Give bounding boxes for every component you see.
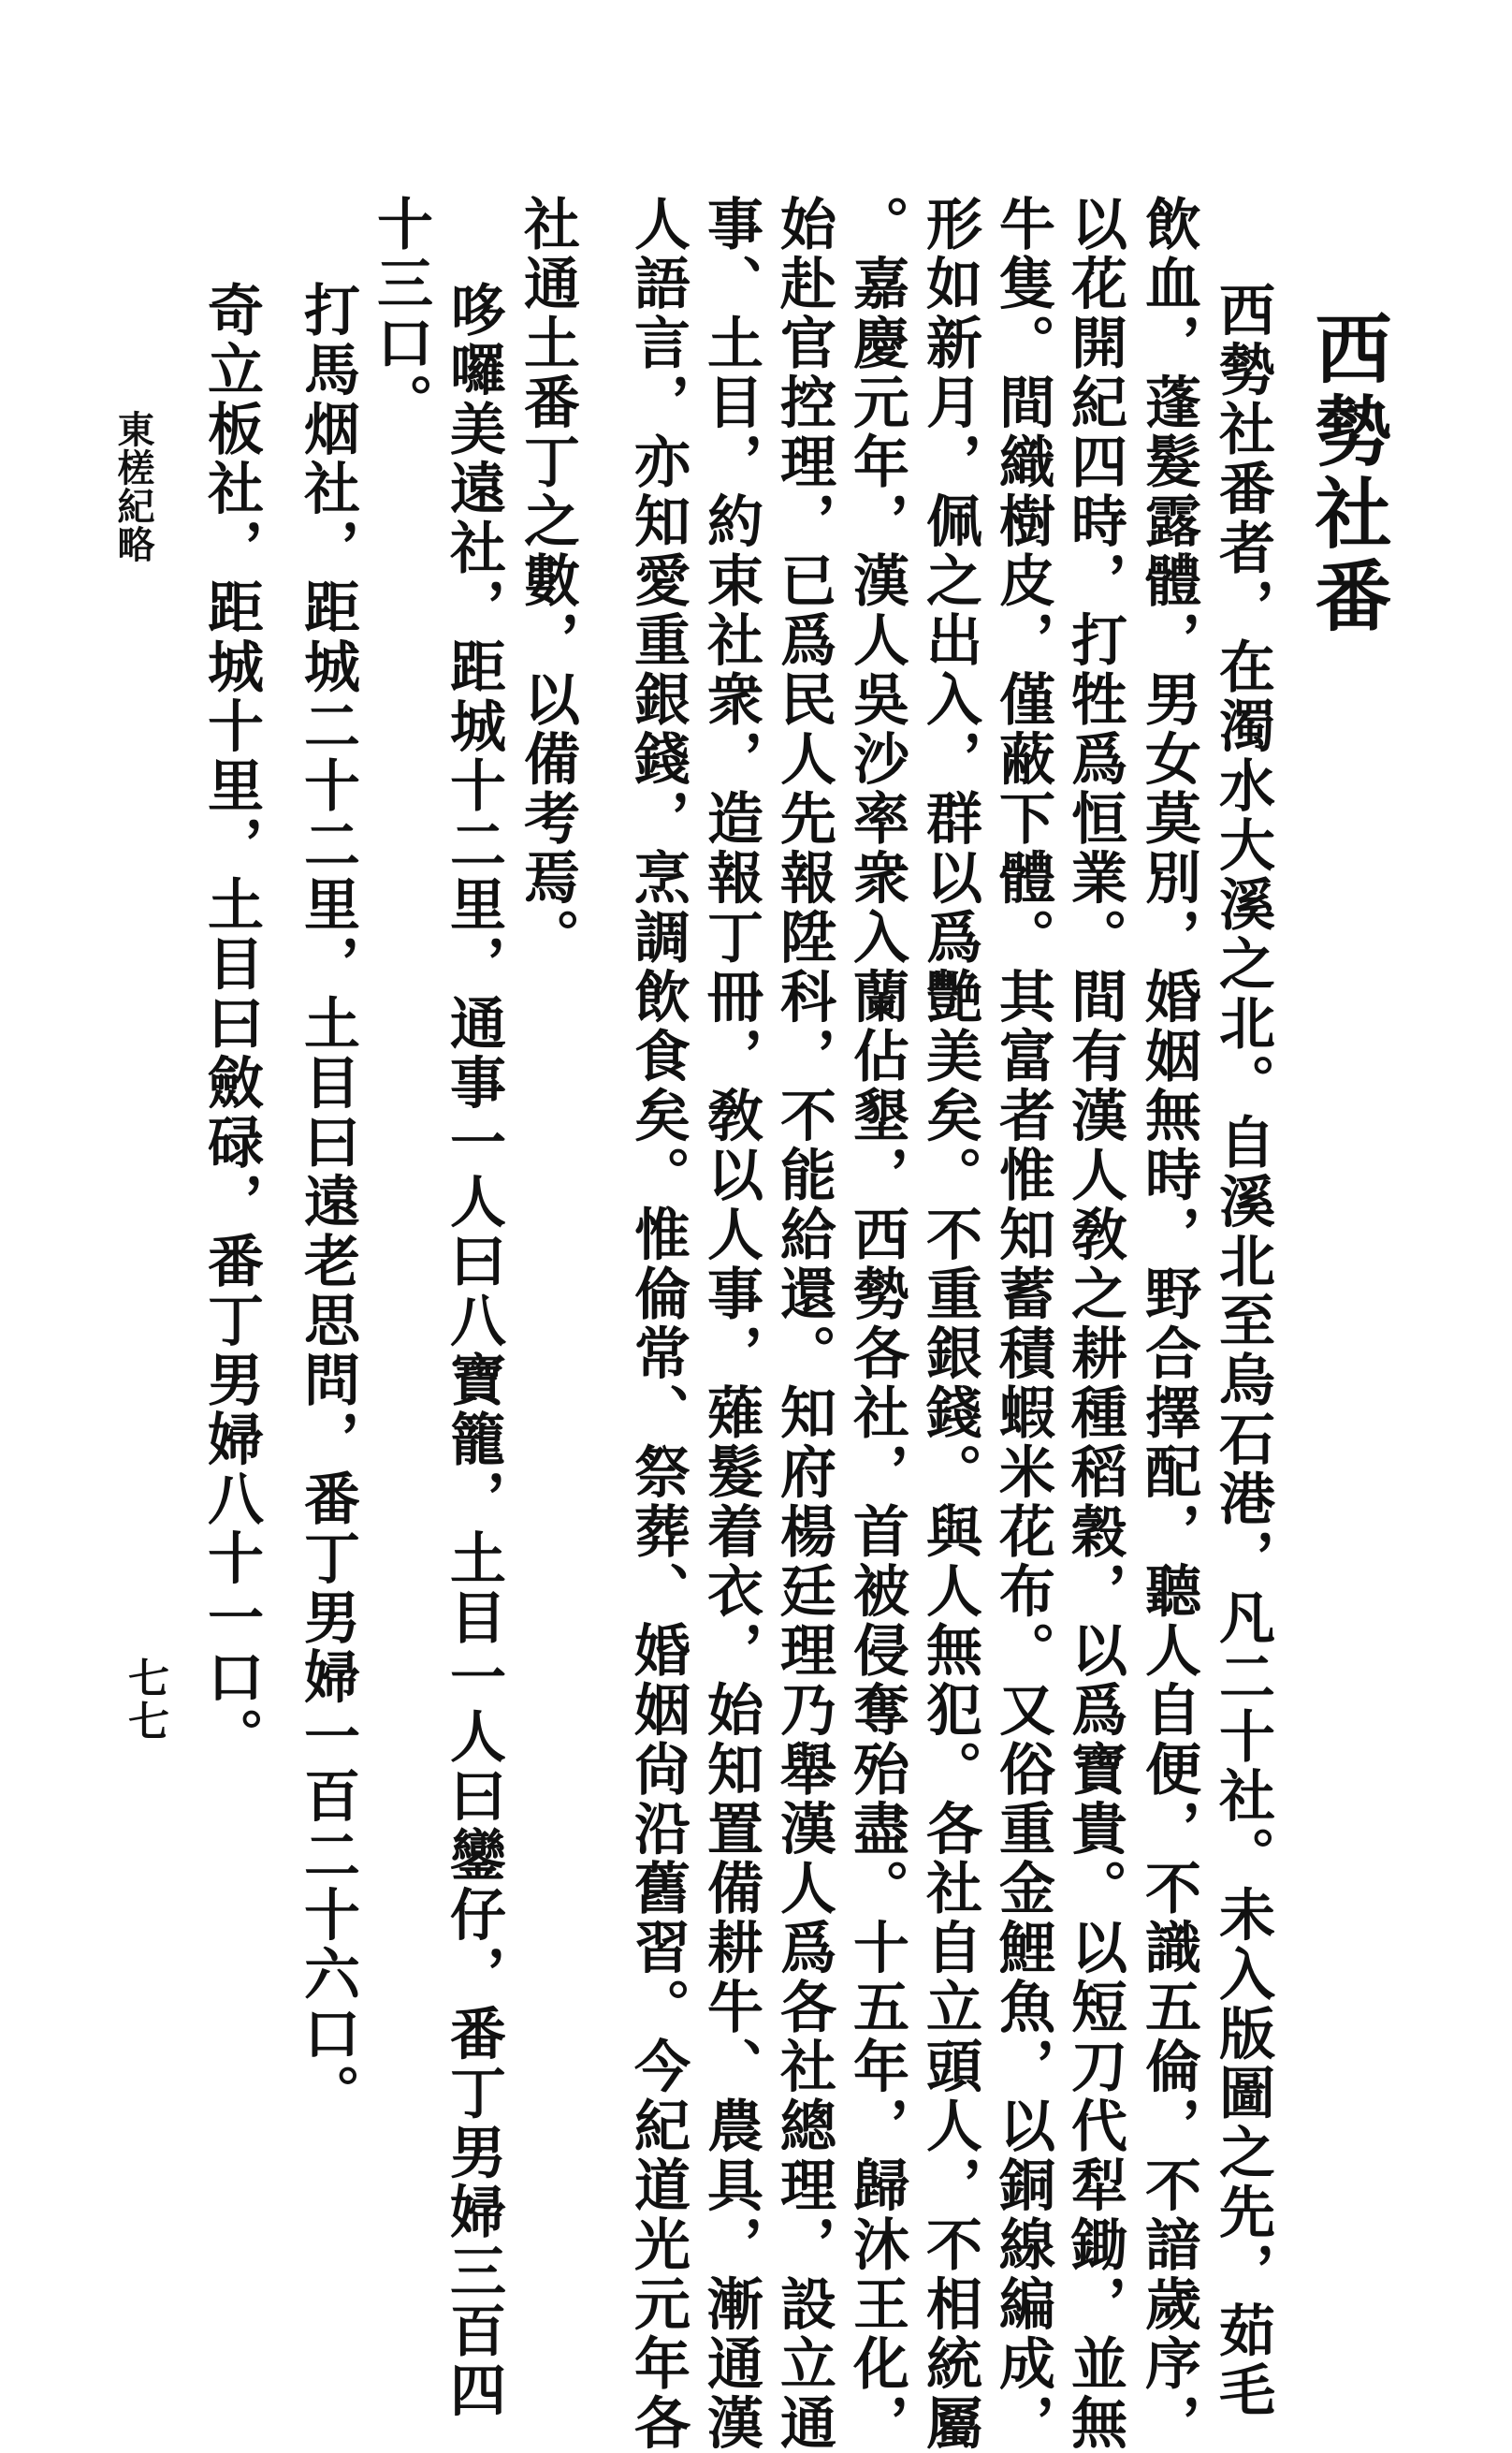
text-column-7: 始赴官控理，已爲民人先報陞科，不能給還。知府楊廷理乃舉漢人爲各社總理，設立通 <box>771 195 836 2453</box>
text-column-1: 西勢社番者，在濁水大溪之北。自溪北至烏石港，凡二十社。未入版圖之先，茹毛 <box>1210 281 1275 2420</box>
text-column-4: 牛隻。間織樹皮，僅蔽下體。其富者惟知蓄積蝦米花布。又俗重金鯉魚，以銅線編成， <box>990 195 1055 2453</box>
text-column-2: 飲血，蓬髮露體，男女莫別，婚姻無時，野合擇配，聽人自便，不識五倫，不諳歲序， <box>1136 195 1201 2453</box>
text-column-12: 十三口。 <box>368 195 433 432</box>
text-column-10: 社通土番丁之數，以備考焉。 <box>515 195 580 968</box>
text-column-5: 形如新月，佩之出入，群以爲艷美矣。不重銀錢。與人無犯。各社自立頭人，不相統屬 <box>917 195 982 2453</box>
book-title-footer: 東槎紀略 <box>111 410 155 563</box>
page-number: 七七 <box>121 1657 168 1743</box>
text-column-8: 事、土目，約束社衆，造報丁冊，敎以人事，薙髮着衣，始知置備耕牛、農具，漸通漢 <box>698 195 763 2453</box>
text-column-3: 以花開紀四時，打牲爲恒業。間有漢人敎之耕種稻穀，以爲寶貴。以短刀代犁鋤，並無 <box>1062 195 1127 2453</box>
text-column-14: 奇立板社，距城十里，土目曰斂碌，番丁男婦八十一口。 <box>198 281 264 1767</box>
section-title: 西勢社番 <box>1302 309 1392 638</box>
text-column-9: 人語言，亦知愛重銀錢，烹調飲食矣。惟倫常、祭葬、婚姻尙沿舊習。今紀道光元年各 <box>625 195 691 2453</box>
text-column-11: 哆囉美遠社，距城十二里，通事一人曰八寶籠，土目一人曰鑾仔，番丁男婦三百四 <box>441 281 506 2420</box>
text-column-13: 打馬烟社，距城二十二里，土目曰遠老思問，番丁男婦一百二十六口。 <box>295 281 360 2124</box>
text-column-6: 。嘉慶元年，漢人吳沙率衆入蘭佔墾，西勢各社，首被侵奪殆盡。十五年，歸沐王化， <box>844 195 909 2453</box>
